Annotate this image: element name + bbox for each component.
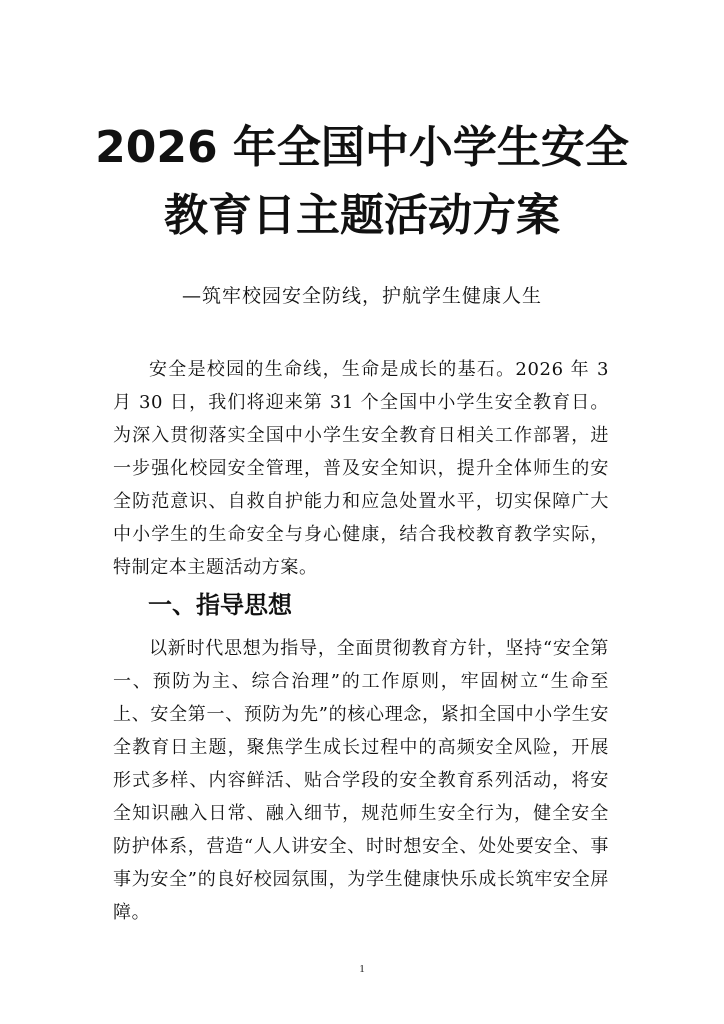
document-title-line-2: 教育日主题活动方案 bbox=[164, 190, 560, 241]
intro-paragraph: 安全是校园的生命线，生命是成长的基石。2026 年 3 月 30 日，我们将迎来第 31 个全国中小学生安全教育日。为深入贯彻落实全国中小学生安全教育日相关工作部署，进一步强化校园安全管理，普及安全知识，提升全体师生的安全防范意识、自救自护能力和应急处置水平，切实保障广大中小学生的生命安全与身心健康，结合我校教育教学实际，特制定本主题活动方案。 bbox=[113, 359, 609, 578]
page-number: 1 bbox=[359, 963, 365, 975]
guidance-paragraph: 以新时代思想为指导，全面贯彻教育方针，坚持“安全第一、预防为主、综合治理”的工作原则，牢固树立“生命至上、安全第一、预防为先”的核心理念，紧扣全国中小学生安全教育日主题，聚焦学生成长过程中的高频安全风险，开展形式多样、内容鲜活、贴合学段的安全教育系列活动，将安全知识融入日常、融入细节，规范师生安全行为，健全安全防护体系，营造“人人讲安全、时时想安全、处处要安全、事事为安全”的良好校园氛围，为学生健康快乐成长筑牢安全屏障。 bbox=[113, 638, 609, 923]
section-heading-guidance: 一、指导思想 bbox=[148, 591, 292, 619]
document-subtitle: —筑牢校园安全防线，护航学生健康人生 bbox=[181, 285, 542, 307]
document-title-line-1: 2026 年全国中小学生安全 bbox=[95, 122, 629, 173]
